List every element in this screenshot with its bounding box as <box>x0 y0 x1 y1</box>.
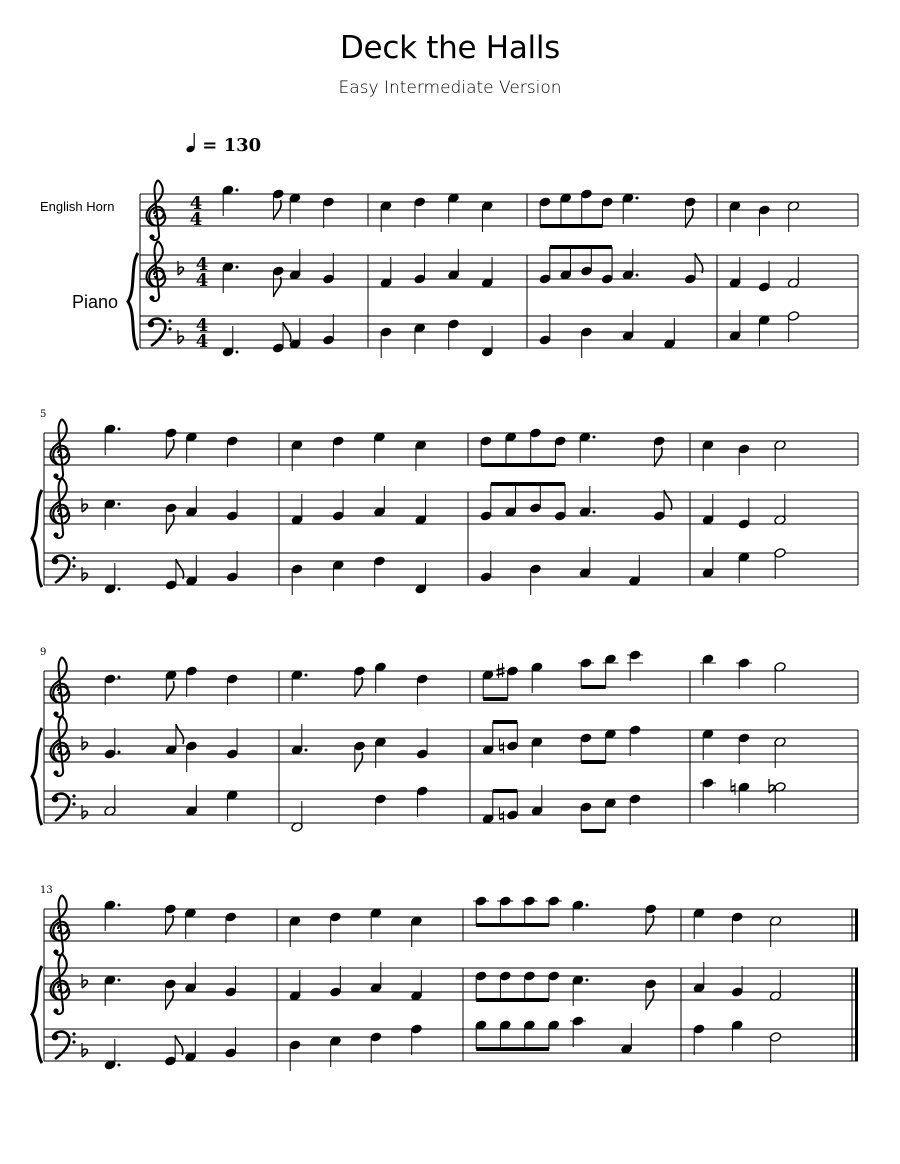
treble-clef-icon <box>50 954 69 1014</box>
treble-clef-icon <box>50 895 69 955</box>
piano-brace-icon <box>32 966 42 1063</box>
treble-clef-icon <box>50 419 69 479</box>
tempo-value: = 130 <box>202 135 262 156</box>
augmentation-dot <box>593 436 596 439</box>
augmentation-dot <box>118 676 121 679</box>
piano-brace-icon <box>32 728 42 825</box>
augmentation-dot <box>586 979 589 982</box>
augmentation-dot <box>118 428 121 431</box>
sharp-icon <box>497 663 505 678</box>
augmentation-dot <box>118 503 121 506</box>
time-signature-top: 4 <box>189 193 203 214</box>
augmentation-dot <box>236 351 239 354</box>
piano-brace-icon <box>32 490 42 587</box>
augmentation-dot <box>586 904 589 907</box>
time-signature-bottom: 4 <box>189 209 203 230</box>
instrument-label-piano: Piano <box>72 292 119 312</box>
augmentation-dot <box>118 751 121 754</box>
time-signature-top: 4 <box>195 315 209 336</box>
final-barline-thick <box>855 968 858 1061</box>
treble-clef-icon <box>146 180 165 240</box>
time-signature-top: 4 <box>195 254 209 275</box>
instrument-label-english-horn: English Horn <box>40 199 115 214</box>
time-signature-bottom: 4 <box>195 331 209 352</box>
measure-number: 9 <box>40 647 47 658</box>
augmentation-dot <box>118 979 121 982</box>
augmentation-dot <box>593 511 596 514</box>
treble-clef-icon <box>50 716 69 776</box>
treble-clef-icon <box>50 478 69 538</box>
augmentation-dot <box>305 674 308 677</box>
augmentation-dot <box>118 588 121 591</box>
piano-brace-icon <box>128 253 138 350</box>
augmentation-dot <box>636 274 639 277</box>
augmentation-dot <box>118 1064 121 1067</box>
natural-icon <box>731 779 735 795</box>
final-barline-thick <box>855 909 858 941</box>
treble-clef-icon <box>146 241 165 301</box>
score-title: Deck the Halls <box>339 30 560 66</box>
augmentation-dot <box>305 749 308 752</box>
augmentation-dot <box>118 904 121 907</box>
time-signature-bottom: 4 <box>195 270 209 291</box>
note-flag <box>176 724 184 744</box>
measure-number: 5 <box>40 409 47 420</box>
treble-clef-icon <box>50 657 69 717</box>
augmentation-dot <box>236 189 239 192</box>
measure-number: 13 <box>40 885 53 896</box>
note-flag <box>166 681 174 701</box>
augmentation-dot <box>236 266 239 269</box>
score-subtitle: Easy Intermediate Version <box>338 78 562 98</box>
augmentation-dot <box>636 197 639 200</box>
